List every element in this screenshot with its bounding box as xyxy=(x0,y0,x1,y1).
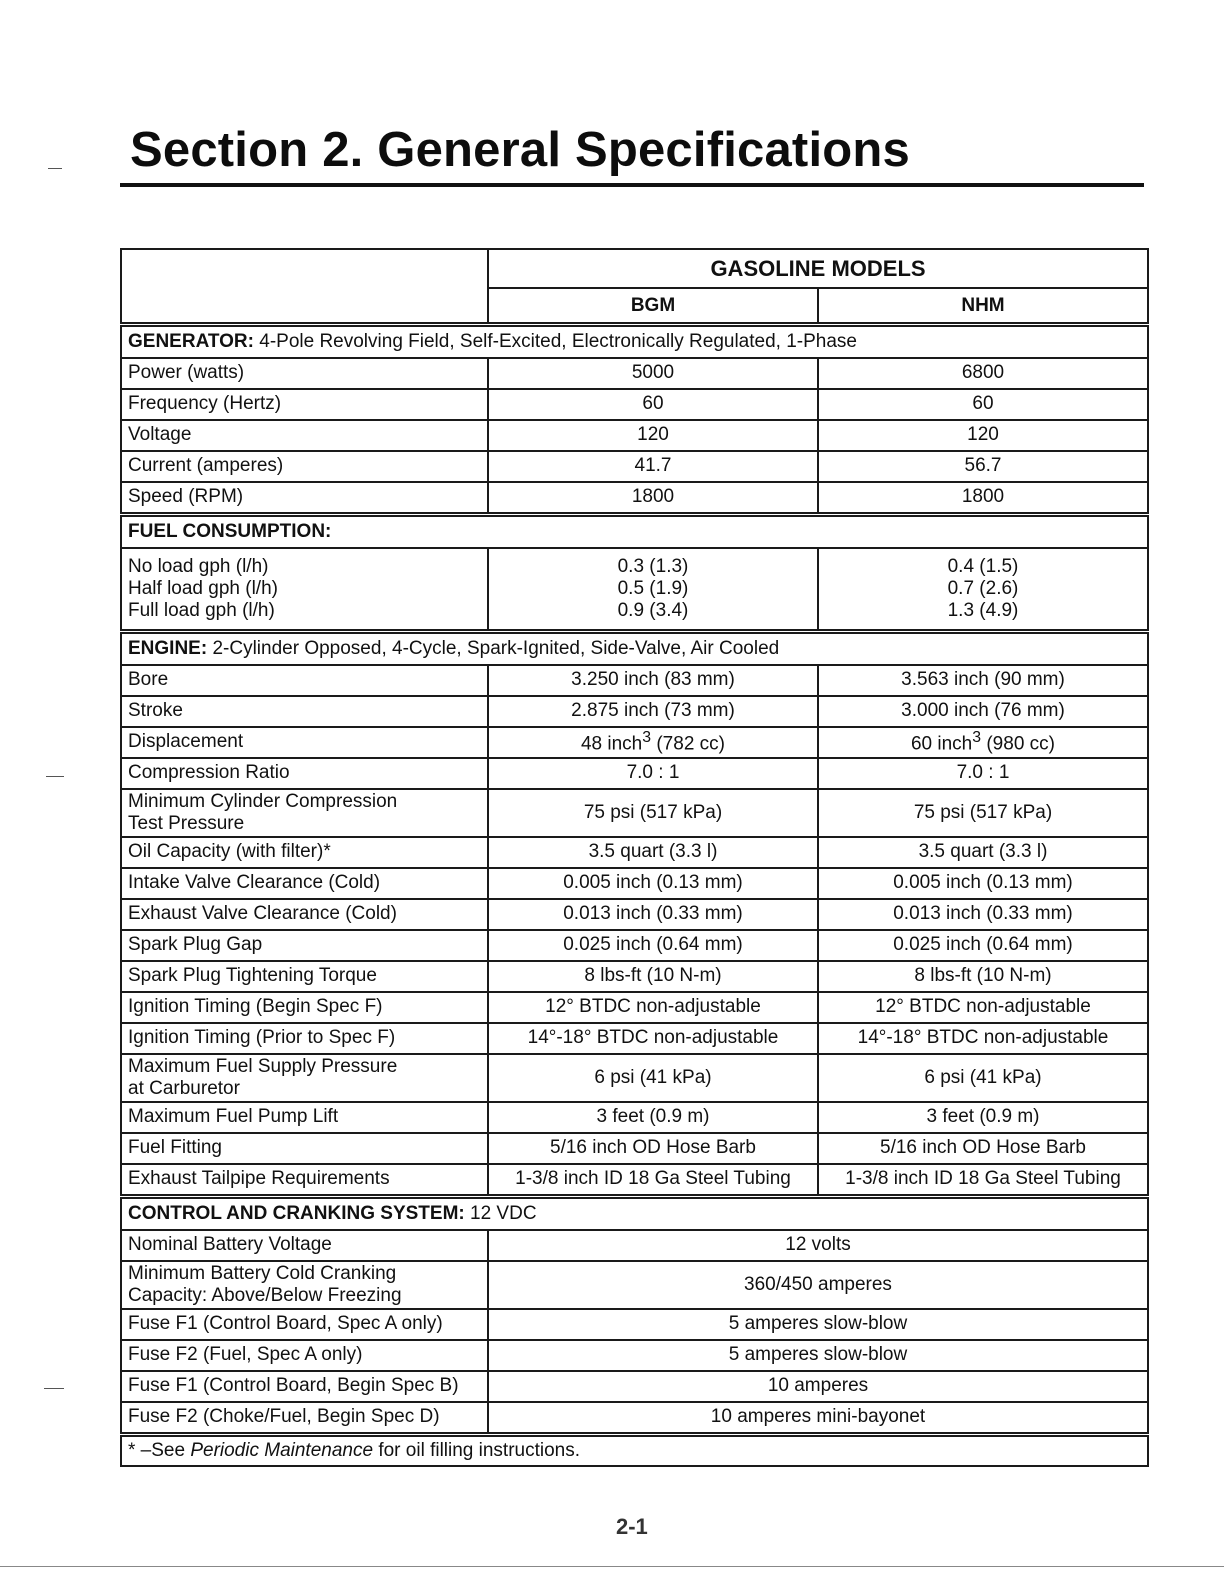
value-shared: 12 volts xyxy=(488,1230,1148,1261)
row-label: Exhaust Valve Clearance (Cold) xyxy=(121,899,488,930)
header-blank-cell xyxy=(121,249,488,325)
table-row xyxy=(121,1402,1148,1435)
row-label: Frequency (Hertz) xyxy=(121,389,488,420)
table-row xyxy=(121,358,1148,389)
section-description: 12 VDC xyxy=(464,1202,537,1224)
table-row xyxy=(121,1102,1148,1133)
row-label: Speed (RPM) xyxy=(121,482,488,515)
value-bgm: 5/16 inch OD Hose Barb xyxy=(488,1133,818,1164)
table-row xyxy=(121,482,1148,515)
row-label: Full load gph (l/h) xyxy=(128,600,275,622)
value-nhm: 120 xyxy=(818,420,1148,451)
value-bgm: 2.875 inch (73 mm) xyxy=(488,696,818,727)
table-row xyxy=(121,451,1148,482)
footnote-emphasis: Periodic Maintenance xyxy=(190,1439,374,1461)
value-bgm: 60 xyxy=(488,389,818,420)
row-label: Stroke xyxy=(121,696,488,727)
value-nhm: 1-3/8 inch ID 18 Ga Steel Tubing xyxy=(818,1164,1148,1197)
value-bgm: 120 xyxy=(488,420,818,451)
table-row xyxy=(121,961,1148,992)
value-bgm: 3.5 quart (3.3 l) xyxy=(488,837,818,868)
value-bgm: 0.005 inch (0.13 mm) xyxy=(488,868,818,899)
specifications-table xyxy=(120,248,1149,1467)
control-section-row xyxy=(121,1197,1148,1231)
table-row xyxy=(121,1023,1148,1054)
page-number: 2-1 xyxy=(616,1514,648,1539)
value-nhm: 14°-18° BTDC non-adjustable xyxy=(818,1023,1148,1054)
value-bgm: 1800 xyxy=(488,482,818,515)
value-bgm: 5000 xyxy=(488,358,818,389)
value-nhm: 6800 xyxy=(818,358,1148,389)
fuel-heading xyxy=(121,515,1148,549)
fuel-section-row xyxy=(121,515,1148,549)
label-line: Test Pressure xyxy=(128,813,245,834)
engine-heading xyxy=(121,632,1148,666)
value-nhm: 3.563 inch (90 mm) xyxy=(818,665,1148,696)
table-row xyxy=(121,899,1148,930)
row-label: Spark Plug Tightening Torque xyxy=(121,961,488,992)
table-row xyxy=(121,665,1148,696)
row-label: Compression Ratio xyxy=(121,758,488,789)
row-label: Spark Plug Gap xyxy=(121,930,488,961)
section-label: CONTROL AND CRANKING SYSTEM: xyxy=(128,1202,465,1224)
row-label: No load gph (l/h) xyxy=(128,555,269,577)
section-description: 4-Pole Revolving Field, Self-Excited, Electronically Regulated, 1-Phase xyxy=(253,330,857,352)
value-bgm: 7.0 : 1 xyxy=(488,758,818,789)
row-label: Fuse F2 (Choke/Fuel, Begin Spec D) xyxy=(121,1402,488,1435)
label-line: Minimum Battery Cold Cranking xyxy=(128,1263,397,1285)
row-label: Fuse F2 (Fuel, Spec A only) xyxy=(121,1340,488,1371)
value-bgm: 14°-18° BTDC non-adjustable xyxy=(488,1023,818,1054)
row-label: Bore xyxy=(121,665,488,696)
table-row xyxy=(121,789,1148,837)
row-label xyxy=(121,1054,488,1102)
row-label: Maximum Fuel Pump Lift xyxy=(121,1102,488,1133)
value-bgm: 0.5 (1.9) xyxy=(617,577,689,599)
footnote xyxy=(121,1435,1148,1467)
margin-mark xyxy=(48,168,62,169)
footnote-suffix: for oil filling instructions. xyxy=(373,1439,581,1461)
fuel-labels xyxy=(121,548,488,632)
table-row xyxy=(121,420,1148,451)
margin-mark xyxy=(46,776,64,777)
row-label: Intake Valve Clearance (Cold) xyxy=(121,868,488,899)
value-nhm: 75 psi (517 kPa) xyxy=(818,789,1148,837)
title-rule xyxy=(120,183,1144,187)
table-row xyxy=(121,1164,1148,1197)
value-nhm: 0.4 (1.5) xyxy=(947,555,1019,577)
footnote-prefix: * –See xyxy=(128,1439,191,1461)
value-bgm: 75 psi (517 kPa) xyxy=(488,789,818,837)
table-row xyxy=(121,1371,1148,1402)
row-label: Exhaust Tailpipe Requirements xyxy=(121,1164,488,1197)
scan-edge-line xyxy=(0,1566,1224,1567)
value-nhm: 8 lbs-ft (10 N-m) xyxy=(818,961,1148,992)
row-label: Fuse F1 (Control Board, Begin Spec B) xyxy=(121,1371,488,1402)
value-nhm: 60 xyxy=(818,389,1148,420)
value-nhm: 3.5 quart (3.3 l) xyxy=(818,837,1148,868)
table-row xyxy=(121,1230,1148,1261)
value-bgm: 41.7 xyxy=(488,451,818,482)
value-bgm: 8 lbs-ft (10 N-m) xyxy=(488,961,818,992)
value-bgm: 3.250 inch (83 mm) xyxy=(488,665,818,696)
value-bgm: 0.3 (1.3) xyxy=(617,555,689,577)
value-nhm: 3.000 inch (76 mm) xyxy=(818,696,1148,727)
superscript: 3 xyxy=(972,729,982,747)
value-text: 60 inch xyxy=(910,733,973,755)
value-nhm: 3 feet (0.9 m) xyxy=(818,1102,1148,1133)
value-bgm: 0.025 inch (0.64 mm) xyxy=(488,930,818,961)
fuel-values-bgm xyxy=(488,548,818,632)
value-text: (980 cc) xyxy=(981,733,1055,755)
row-label: Fuel Fitting xyxy=(121,1133,488,1164)
value-nhm: 1.3 (4.9) xyxy=(947,600,1019,622)
section-label: FUEL CONSUMPTION: xyxy=(128,520,332,542)
table-row xyxy=(121,1261,1148,1309)
table-row xyxy=(121,1340,1148,1371)
value-nhm: 0.025 inch (0.64 mm) xyxy=(818,930,1148,961)
row-label: Half load gph (l/h) xyxy=(128,577,278,599)
value-text: 48 inch xyxy=(580,733,643,755)
table-row xyxy=(121,837,1148,868)
table-row xyxy=(121,389,1148,420)
label-line: Maximum Fuel Supply Pressure xyxy=(128,1056,398,1078)
row-label: Ignition Timing (Prior to Spec F) xyxy=(121,1023,488,1054)
generator-section-row xyxy=(121,325,1148,359)
table-row xyxy=(121,1309,1148,1340)
value-nhm: 12° BTDC non-adjustable xyxy=(818,992,1148,1023)
row-label: Fuse F1 (Control Board, Spec A only) xyxy=(121,1309,488,1340)
label-line: at Carburetor xyxy=(128,1078,240,1099)
value-nhm: 6 psi (41 kPa) xyxy=(818,1054,1148,1102)
value-shared: 10 amperes xyxy=(488,1371,1148,1402)
value-bgm: 1-3/8 inch ID 18 Ga Steel Tubing xyxy=(488,1164,818,1197)
table-row xyxy=(121,1133,1148,1164)
row-label: Current (amperes) xyxy=(121,451,488,482)
table-row xyxy=(121,930,1148,961)
gasoline-models-header: GASOLINE MODELS xyxy=(488,249,1148,288)
generator-heading xyxy=(121,325,1148,359)
value-shared: 360/450 amperes xyxy=(488,1261,1148,1309)
value-bgm: 12° BTDC non-adjustable xyxy=(488,992,818,1023)
row-label: Nominal Battery Voltage xyxy=(121,1230,488,1261)
fuel-values-nhm xyxy=(818,548,1148,632)
section-label: GENERATOR: xyxy=(128,330,254,352)
value-bgm xyxy=(488,727,818,758)
value-bgm: 3 feet (0.9 m) xyxy=(488,1102,818,1133)
value-bgm: 0.9 (3.4) xyxy=(617,600,689,622)
value-nhm: 1800 xyxy=(818,482,1148,515)
section-label: ENGINE: xyxy=(128,637,208,659)
value-bgm: 0.013 inch (0.33 mm) xyxy=(488,899,818,930)
label-line: Minimum Cylinder Compression xyxy=(128,791,398,813)
model-header-bgm: BGM xyxy=(488,288,818,324)
value-nhm: 0.005 inch (0.13 mm) xyxy=(818,868,1148,899)
model-header-nhm: NHM xyxy=(818,288,1148,324)
value-bgm: 6 psi (41 kPa) xyxy=(488,1054,818,1102)
value-nhm xyxy=(818,727,1148,758)
value-shared: 5 amperes slow-blow xyxy=(488,1340,1148,1371)
row-label: Power (watts) xyxy=(121,358,488,389)
section-description: 2-Cylinder Opposed, 4-Cycle, Spark-Ignited, Side-Valve, Air Cooled xyxy=(207,637,780,659)
row-label: Voltage xyxy=(121,420,488,451)
table-row xyxy=(121,696,1148,727)
table-row xyxy=(121,992,1148,1023)
margin-mark xyxy=(44,1388,64,1389)
row-label: Ignition Timing (Begin Spec F) xyxy=(121,992,488,1023)
footnote-row xyxy=(121,1435,1148,1467)
value-nhm: 5/16 inch OD Hose Barb xyxy=(818,1133,1148,1164)
row-label: Displacement xyxy=(121,727,488,758)
value-shared: 10 amperes mini-bayonet xyxy=(488,1402,1148,1435)
value-nhm: 0.013 inch (0.33 mm) xyxy=(818,899,1148,930)
value-text: (782 cc) xyxy=(651,733,725,755)
label-line: Capacity: Above/Below Freezing xyxy=(128,1285,402,1306)
table-row xyxy=(121,758,1148,789)
value-nhm: 56.7 xyxy=(818,451,1148,482)
row-label: Oil Capacity (with filter)* xyxy=(121,837,488,868)
value-shared: 5 amperes slow-blow xyxy=(488,1309,1148,1340)
table-row xyxy=(121,868,1148,899)
page-title: Section 2. General Specifications xyxy=(130,123,910,177)
control-heading xyxy=(121,1197,1148,1231)
value-nhm: 7.0 : 1 xyxy=(818,758,1148,789)
value-nhm: 0.7 (2.6) xyxy=(947,577,1019,599)
row-label xyxy=(121,1261,488,1309)
engine-section-row xyxy=(121,632,1148,666)
superscript: 3 xyxy=(642,729,652,747)
table-row xyxy=(121,727,1148,758)
table-row xyxy=(121,1054,1148,1102)
row-label xyxy=(121,789,488,837)
table-row xyxy=(121,548,1148,632)
